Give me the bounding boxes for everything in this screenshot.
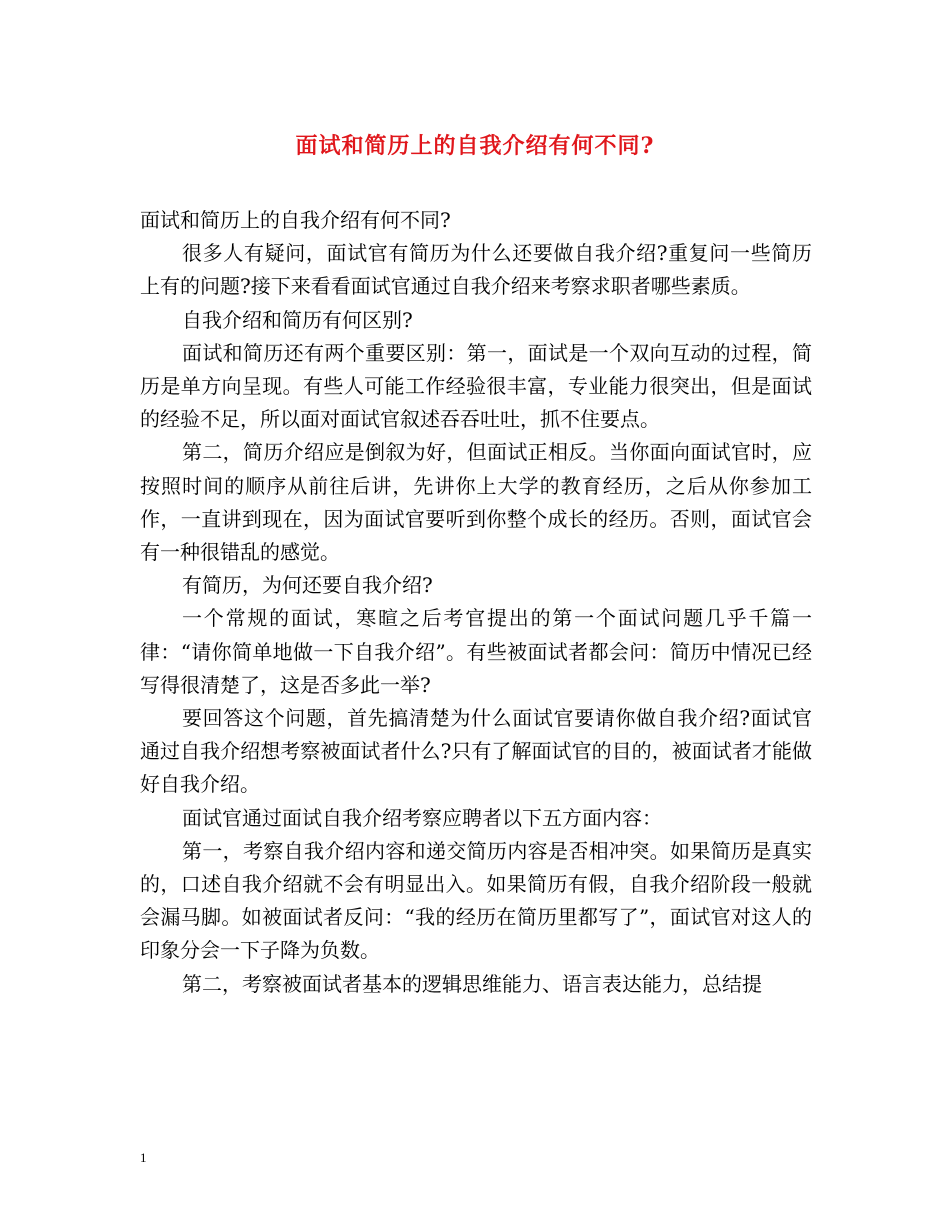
page-number: 1 xyxy=(140,1150,147,1165)
paragraph: 自我介绍和简历有何区别? xyxy=(182,307,413,332)
paragraph: 有简历，为何还要自我介绍? xyxy=(182,573,433,598)
paragraph: 第二，考察被面试者基本的逻辑思维能力、语言表达能力，总结提 xyxy=(182,971,762,996)
paragraph: 第一，考察自我介绍内容和递交简历内容是否相冲突。如果简历是真实的，口述自我介绍就不会有明显出入。如果简历有假，自我介绍阶段一般就会漏马脚。如被面试者反问：“我的经历在简历里都写了”，面试官对这人的印象分会一下子降为负数。 xyxy=(140,838,812,963)
paragraph: 一个常规的面试，寒暄之后考官提出的第一个面试问题几乎千篇一律：“请你简单地做一下自我介绍”。有些被面试者都会问：简历中情况已经写得很清楚了，这是否多此一举? xyxy=(140,606,812,697)
paragraph: 面试和简历上的自我介绍有何不同? xyxy=(140,208,451,232)
paragraph: 面试和简历还有两个重要区别：第一，面试是一个双向互动的过程，简历是单方向呈现。有些人可能工作经验很丰富，专业能力很突出，但是面试的经验不足，所以面对面试官叙述吞吞吐吐，抓不住要点。 xyxy=(140,340,812,432)
paragraph: 很多人有疑问，面试官有简历为什么还要做自我介绍?重复问一些简历上有的问题?接下来看看面试官通过自我介绍来考察求职者哪些素质。 xyxy=(140,241,812,299)
paragraph: 要回答这个问题，首先搞清楚为什么面试官要请你做自我介绍?面试官通过自我介绍想考察被面试者什么?只有了解面试官的目的，被面试者才能做好自我介绍。 xyxy=(140,706,812,797)
document-title: 面试和简历上的自我介绍有何不同? xyxy=(295,133,655,159)
document-body xyxy=(140,204,812,1001)
paragraph: 第二，简历介绍应是倒叙为好，但面试正相反。当你面向面试官时，应按照时间的顺序从前往后讲，先讲你上大学的教育经历，之后从你参加工作，一直讲到现在，因为面试官要听到你整个成长的经历。否则，面试官会有一种很错乱的感觉。 xyxy=(140,440,812,565)
paragraph: 面试官通过面试自我介绍考察应聘者以下五方面内容： xyxy=(182,805,662,830)
